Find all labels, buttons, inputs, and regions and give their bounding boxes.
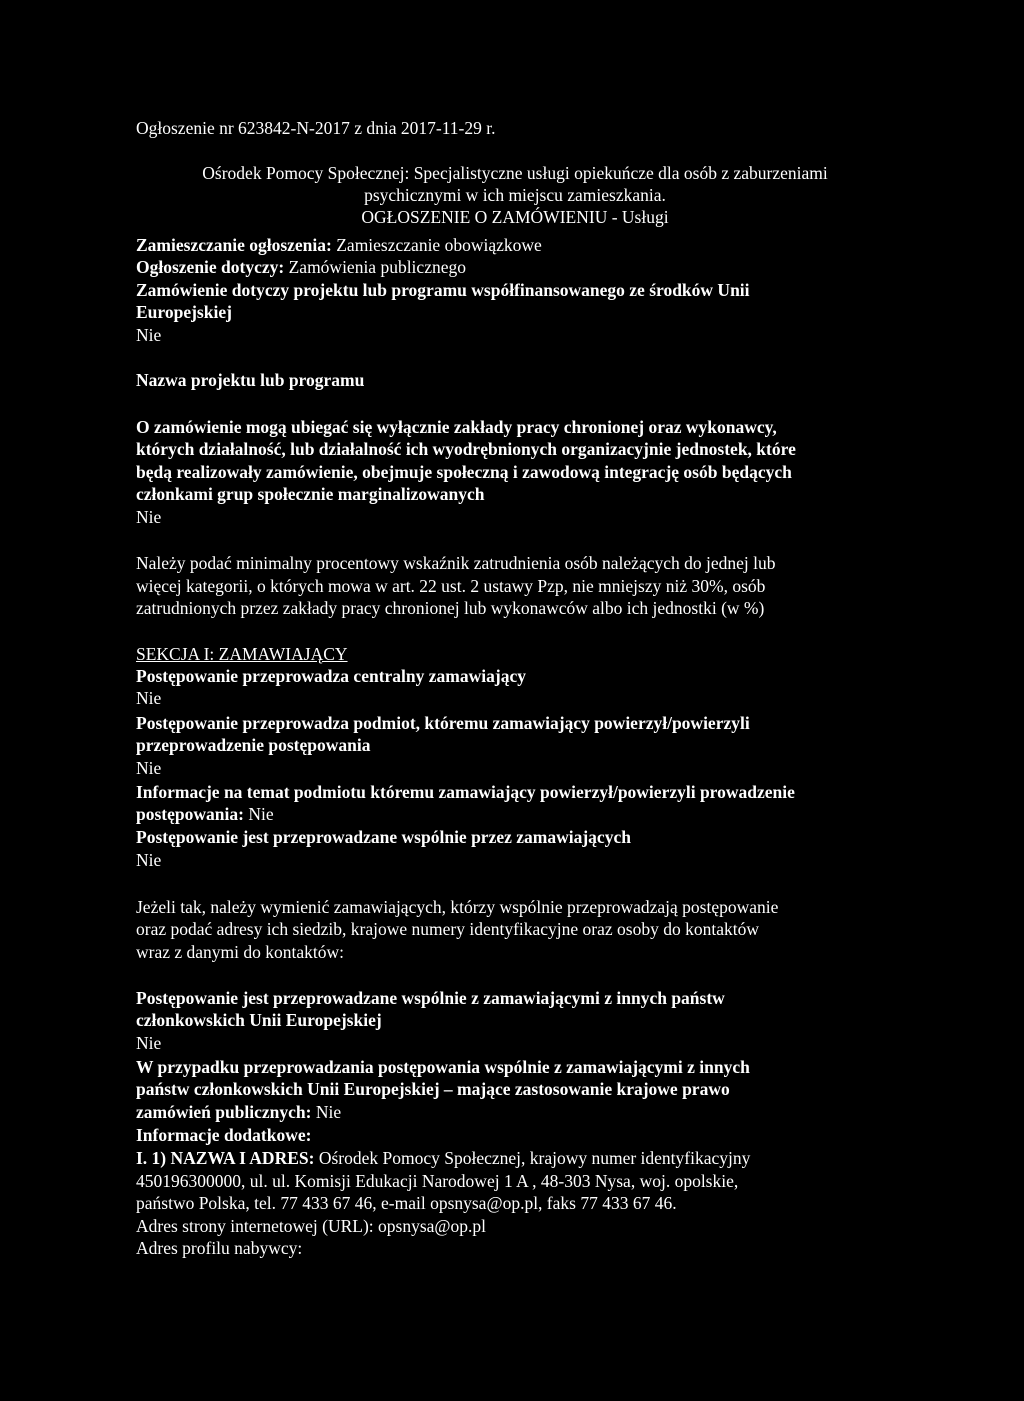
info-row: [136, 805, 896, 825]
placement-row: [136, 236, 896, 256]
eu-project-value: Nie: [136, 325, 162, 345]
joint-value: Nie: [136, 850, 162, 870]
delegated-line-2: przeprowadzenie postępowania: [136, 735, 371, 755]
placement-value: Zamieszczanie obowiązkowe: [336, 235, 542, 255]
eu-law-row: [136, 1103, 896, 1123]
percentage-line-3: zatrudnionych przez zakłady pracy chronionej lub wykonawców albo ich jednostki (w %): [136, 598, 765, 618]
eu-law-line-2: państw członkowskich Unii Europejskiej – mające zastosowanie krajowe prawo: [136, 1079, 730, 1099]
if-yes-line-2: oraz podać adresy ich siedzib, krajowe numery identyfikacyjne oraz osoby do kontaktów: [136, 919, 759, 939]
notice-title-line-2: psychicznymi w ich miejscu zamieszkania.: [364, 185, 666, 205]
sheltered-line-1: O zamówienie mogą ubiegać się wyłącznie zakłady pracy chronionej oraz wykonawcy,: [136, 417, 777, 437]
project-name-label: Nazwa projektu lub programu: [136, 370, 365, 390]
notice-title-line-1: Ośrodek Pomocy Społecznej: Specjalistyczne usługi opiekuńcze dla osób z zaburzeniami: [202, 163, 828, 183]
joint-label: Postępowanie jest przeprowadzane wspólnie przez zamawiających: [136, 827, 631, 847]
sheltered-value: Nie: [136, 507, 162, 527]
concerns-row: [136, 258, 896, 278]
eu-joint-value: Nie: [136, 1033, 162, 1053]
eu-joint-line-1: Postępowanie jest przeprowadzane wspólnie z zamawiającymi z innych państw: [136, 988, 725, 1008]
placement-label: Zamieszczanie ogłoszenia:: [136, 235, 332, 255]
address-label: I. 1) NAZWA I ADRES:: [136, 1148, 315, 1168]
info-label: postępowania:: [136, 804, 244, 824]
info-line-1: Informacje na temat podmiotu któremu zamawiający powierzył/powierzyli prowadzenie: [136, 782, 795, 802]
central-value: Nie: [136, 688, 162, 708]
section-1-heading: SEKCJA I: ZAMAWIAJĄCY: [136, 644, 348, 664]
if-yes-line-3: wraz z danymi do kontaktów:: [136, 942, 345, 962]
if-yes-line-1: Jeżeli tak, należy wymienić zamawiających, którzy wspólnie przeprowadzają postępowanie: [136, 897, 779, 917]
address-line-2: 450196300000, ul. ul. Komisji Edukacji Narodowej 1 A , 48-303 Nysa, woj. opolskie,: [136, 1171, 739, 1191]
sheltered-line-2: których działalność, lub działalność ich wyodrębnionych organizacyjnie jednostek, które: [136, 439, 796, 459]
eu-law-label: zamówień publicznych:: [136, 1102, 312, 1122]
notice-number: Ogłoszenie nr 623842-N-2017 z dnia 2017-11-29 r.: [136, 118, 496, 138]
eu-project-line-1: Zamówienie dotyczy projektu lub programu współfinansowanego ze środków Unii: [136, 280, 750, 300]
address-line-1: Ośrodek Pomocy Społecznej, krajowy numer identyfikacyjny: [318, 1148, 751, 1168]
sheltered-line-4: członkami grup społecznie marginalizowanych: [136, 484, 485, 504]
additional-info-label: Informacje dodatkowe:: [136, 1125, 312, 1145]
delegated-line-1: Postępowanie przeprowadza podmiot, któremu zamawiający powierzył/powierzyli: [136, 713, 750, 733]
sheltered-line-3: będą realizowały zamówienie, obejmuje społeczną i zawodową integrację osób będących: [136, 462, 792, 482]
eu-law-line-1: W przypadku przeprowadzania postępowania wspólnie z zamawiającymi z innych: [136, 1057, 750, 1077]
address-line-3: państwo Polska, tel. 77 433 67 46, e-mail opsnysa@op.pl, faks 77 433 67 46.: [136, 1193, 677, 1213]
percentage-line-2: więcej kategorii, o których mowa w art. 22 ust. 2 ustawy Pzp, nie mniejszy niż 30%, osób: [136, 576, 766, 596]
concerns-label: Ogłoszenie dotyczy:: [136, 257, 285, 277]
info-value: Nie: [248, 804, 274, 824]
delegated-value: Nie: [136, 758, 162, 778]
eu-joint-line-2: członkowskich Unii Europejskiej: [136, 1010, 382, 1030]
percentage-line-1: Należy podać minimalny procentowy wskaźnik zatrudnienia osób należących do jednej lub: [136, 553, 776, 573]
notice-type: OGŁOSZENIE O ZAMÓWIENIU - Usługi: [361, 207, 669, 227]
buyer-profile-line: Adres profilu nabywcy:: [136, 1238, 303, 1258]
website-line: Adres strony internetowej (URL): opsnysa@op.pl: [136, 1216, 487, 1236]
address-row: [136, 1149, 896, 1169]
central-label: Postępowanie przeprowadza centralny zamawiający: [136, 666, 526, 686]
eu-project-line-2: Europejskiej: [136, 302, 232, 322]
eu-law-value: Nie: [315, 1102, 342, 1122]
concerns-value: Zamówienia publicznego: [288, 257, 466, 277]
